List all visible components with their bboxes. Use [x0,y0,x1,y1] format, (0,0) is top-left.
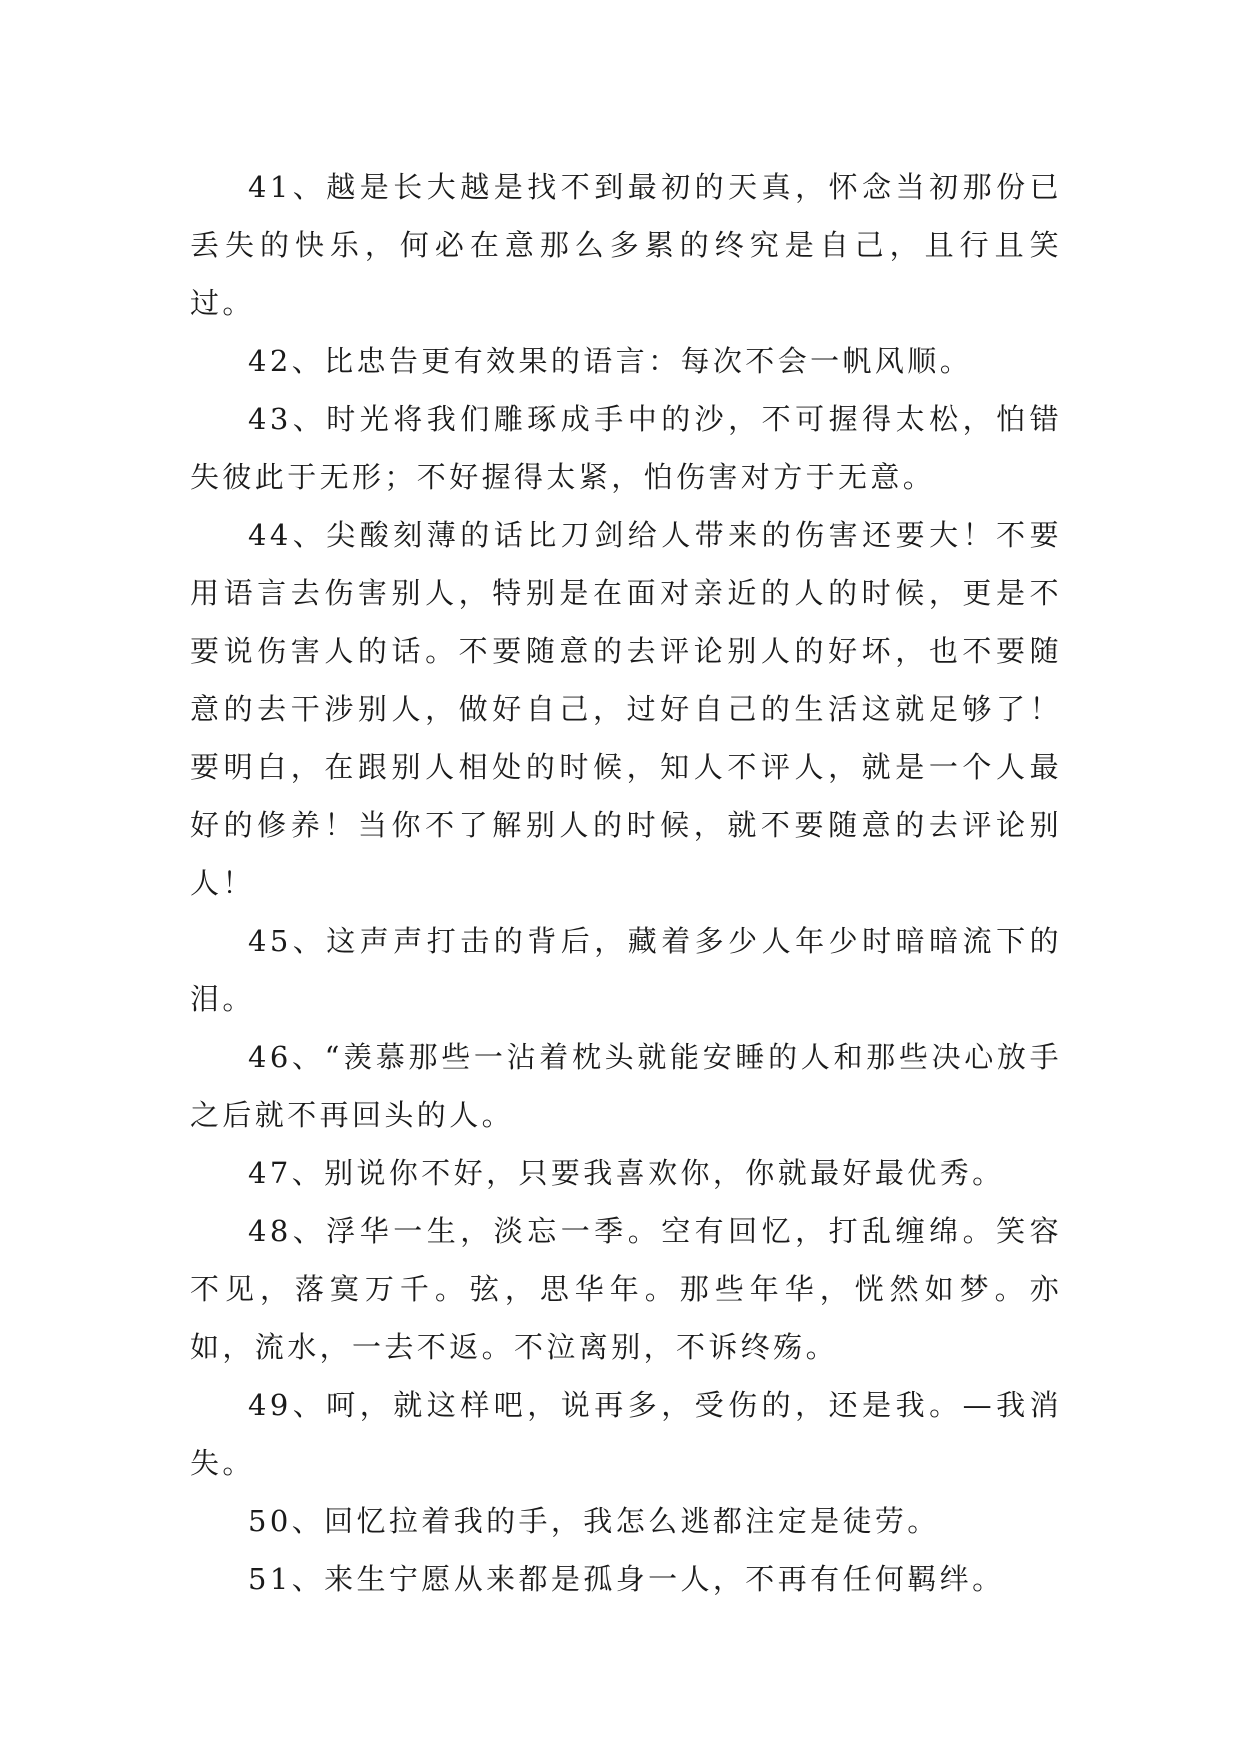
paragraph-44: 44、尖酸刻薄的话比刀剑给人带来的伤害还要大！不要用语言去伤害别人，特别是在面对亲近的人的时候，更是不要说伤害人的话。不要随意的去评论别人的好坏，也不要随意的去干涉别人，做好自己，过好自己的生活这就足够了！要明白，在跟别人相处的时候，知人不评人，就是一个人最好的修养！当你不了解别人的时候，就不要随意的去评论别人！ [190,518,1062,900]
paragraph-45: 45、这声声打击的背后，藏着多少人年少时暗暗流下的泪。 [190,924,1062,1016]
paragraph-42: 42、比忠告更有效果的语言：每次不会一帆风顺。 [248,344,973,378]
paragraph-41: 41、越是长大越是找不到最初的天真，怀念当初那份已丢失的快乐，何必在意那么多累的终究是自己，且行且笑过。 [190,170,1062,320]
paragraph-47: 47、别说你不好，只要我喜欢你，你就最好最优秀。 [248,1156,1005,1190]
paragraph-48: 48、浮华一生，淡忘一季。空有回忆，打乱缠绵。笑容不见，落寞万千。弦，思华年。那些年华，恍然如梦。亦如，流水，一去不返。不泣离别，不诉终殇。 [190,1214,1062,1364]
paragraph-49: 49、呵，就这样吧，说再多，受伤的，还是我。—我消失。 [190,1388,1062,1480]
paragraph-46: 46、“羡慕那些一沾着枕头就能安睡的人和那些决心放手之后就不再回头的人。 [190,1040,1062,1132]
document-body [190,158,1062,1608]
paragraph-43: 43、时光将我们雕琢成手中的沙，不可握得太松，怕错失彼此于无形；不好握得太紧，怕伤害对方于无意。 [190,402,1062,494]
paragraph-51: 51、来生宁愿从来都是孤身一人，不再有任何羁绊。 [248,1562,1005,1596]
paragraph-50: 50、回忆拉着我的手，我怎么逃都注定是徒劳。 [248,1504,940,1538]
